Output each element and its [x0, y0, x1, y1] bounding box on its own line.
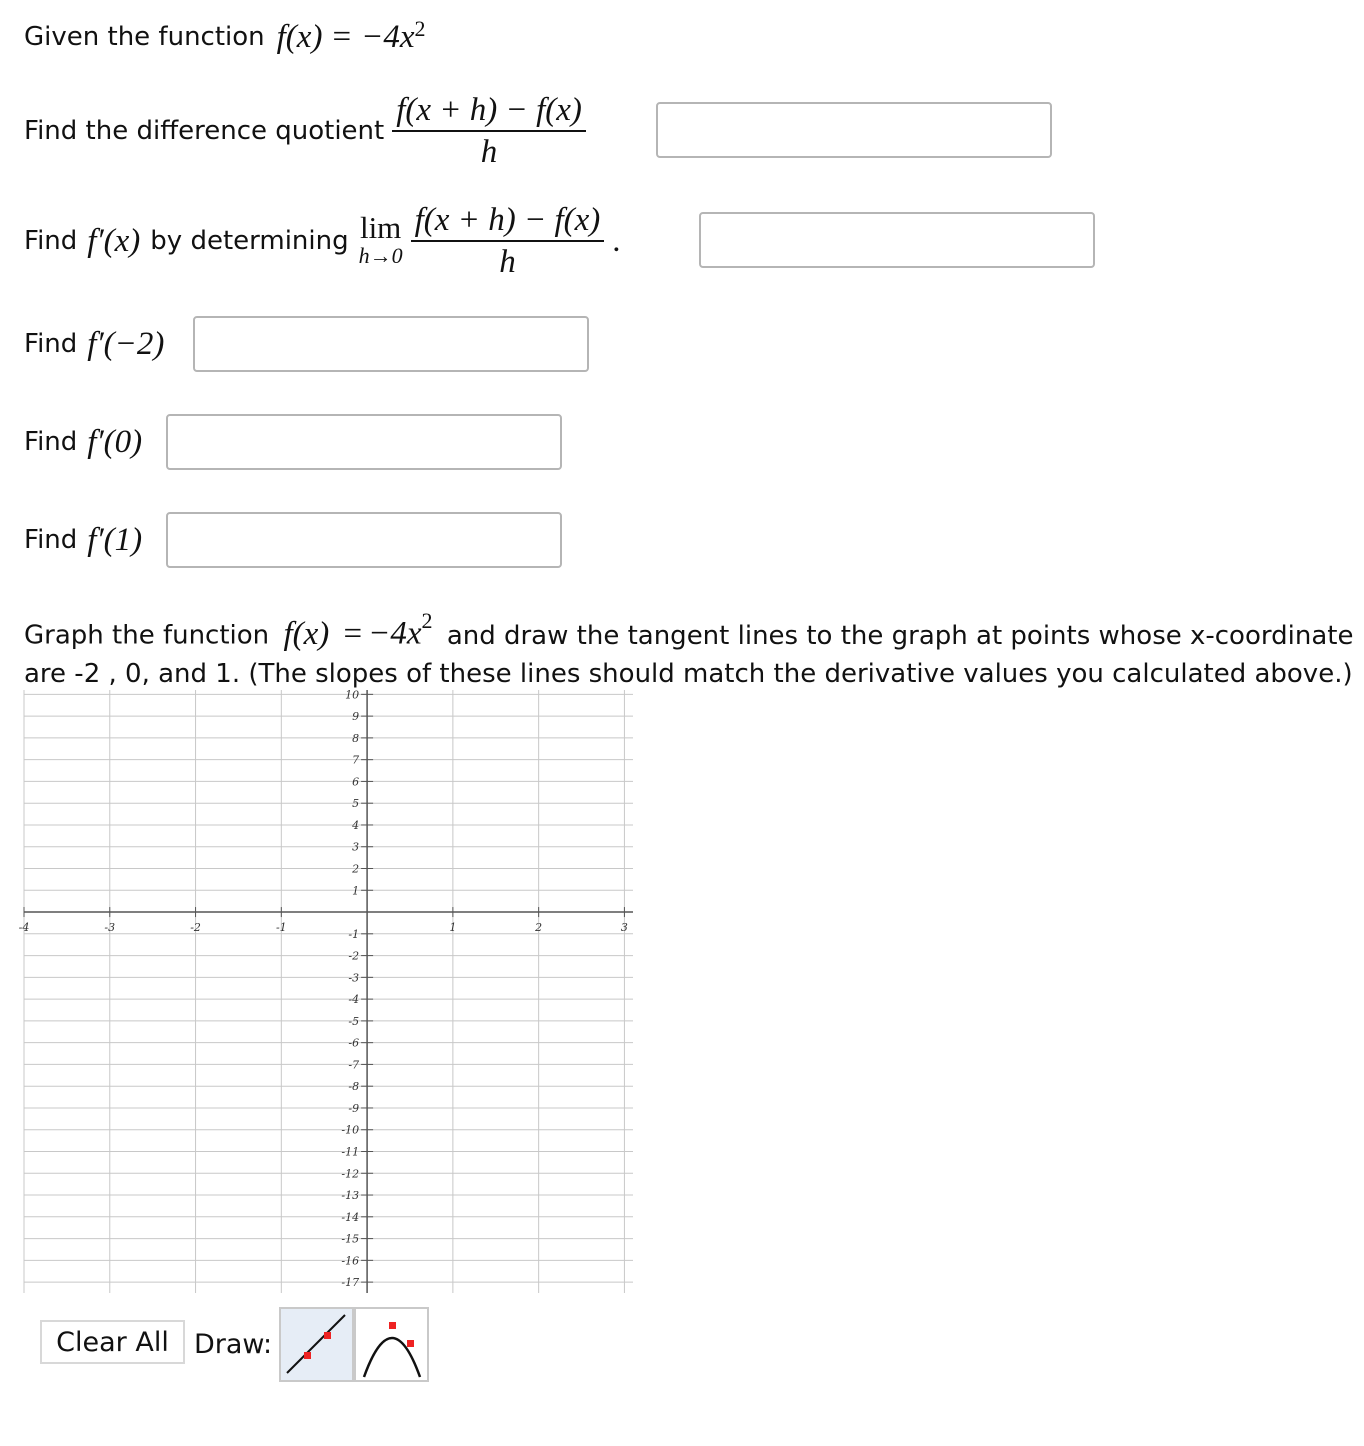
x-tick-label: -2 [190, 921, 201, 935]
y-tick-label: -16 [341, 1254, 360, 1268]
y-tick-label: -6 [348, 1036, 360, 1050]
limit-operator [358, 210, 403, 269]
x-tick-label: 1 [449, 921, 457, 935]
y-tick-label: 8 [352, 731, 360, 745]
y-tick-label: -10 [341, 1123, 360, 1137]
q4-label: Find [24, 427, 78, 457]
question-fprime-0 [24, 416, 142, 468]
y-tick-label: 6 [352, 775, 360, 789]
graph-exponent: 2 [421, 608, 433, 633]
y-tick-label: 9 [352, 710, 360, 724]
intro-prefix: Given the function [24, 22, 265, 52]
derivative-input[interactable] [699, 212, 1095, 268]
q5-expr: f′(1) [87, 521, 143, 558]
intro-rhs: −4x [361, 18, 415, 55]
fprime-neg2-input[interactable] [193, 316, 589, 372]
y-tick-label: 3 [352, 840, 360, 854]
y-tick-label: -14 [341, 1210, 360, 1224]
intro-exponent: 2 [414, 16, 426, 41]
fprime-1-input[interactable] [166, 512, 562, 568]
y-tick-label: -17 [341, 1276, 360, 1290]
q2-period: . [612, 222, 621, 259]
y-tick-label: -15 [341, 1232, 360, 1246]
x-tick-label: 2 [535, 921, 543, 935]
difference-quotient-fraction [392, 90, 586, 172]
graph-text-b: and draw the tangent lines to the graph at points whose x-coordinate [446, 620, 1354, 651]
fprime-0-input[interactable] [166, 414, 562, 470]
limit-text: lim [359, 210, 402, 245]
q1-label: Find the difference quotient [24, 116, 385, 146]
intro-line [24, 12, 425, 62]
y-tick-label: -2 [348, 949, 360, 963]
y-tick-label: -4 [348, 993, 360, 1007]
intro-eq: = [332, 18, 352, 55]
q2-label-b: by determining [150, 226, 349, 256]
limit-subscript: h→0 [358, 243, 403, 268]
question-derivative-limit [24, 198, 621, 284]
graph-instructions-line1 [24, 608, 1364, 655]
graph-eq: = [343, 615, 363, 652]
y-tick-label: -1 [348, 927, 360, 941]
y-tick-label: 5 [352, 797, 360, 811]
parabola-tool-button[interactable] [354, 1307, 429, 1382]
line-tool-icon [281, 1309, 352, 1380]
graph-fx: f(x) [283, 615, 330, 652]
graph-canvas[interactable] [0, 680, 660, 1300]
x-tick-label: -1 [275, 921, 287, 935]
x-tick-label: 3 [620, 921, 628, 935]
graph-rhs: −4x [368, 615, 422, 652]
q4-expr: f′(0) [87, 423, 143, 460]
limit-fraction-denominator: h [499, 244, 516, 280]
y-tick-label: -3 [348, 971, 360, 985]
y-tick-label: 7 [352, 753, 360, 767]
y-tick-label: 2 [352, 862, 360, 876]
y-tick-label: -9 [348, 1101, 360, 1115]
q3-expr: f′(−2) [87, 325, 165, 362]
question-difference-quotient [24, 88, 594, 174]
clear-all-button[interactable]: Clear All [40, 1320, 185, 1364]
y-tick-label: -11 [341, 1145, 360, 1159]
fraction-denominator: h [480, 134, 498, 170]
limit-fraction-numerator: f(x + h) − f(x) [411, 200, 605, 242]
graph-text-a: Graph the function [24, 620, 270, 651]
y-tick-label: -5 [348, 1014, 360, 1028]
question-fprime-1 [24, 514, 142, 566]
line-tool-button[interactable] [279, 1307, 354, 1382]
y-tick-label: -8 [348, 1080, 360, 1094]
q2-label-a: Find [24, 226, 78, 256]
y-tick-label: 4 [352, 818, 360, 832]
graph-instructions-line2: are -2 , 0, and 1. (The slopes of these lines should match the derivative values you calculated above.) [24, 658, 1353, 689]
y-tick-label: 10 [345, 688, 360, 702]
fraction-numerator: f(x + h) − f(x) [392, 90, 586, 132]
intro-fx: f(x) [276, 18, 323, 55]
y-tick-label: -13 [341, 1189, 360, 1203]
difference-quotient-input[interactable] [656, 102, 1052, 158]
q5-label: Find [24, 525, 78, 555]
question-fprime-neg2 [24, 318, 164, 370]
limit-fraction [411, 200, 605, 282]
q2-fprime: f′(x) [87, 222, 141, 259]
q3-label: Find [24, 329, 78, 359]
y-tick-label: -12 [341, 1167, 360, 1181]
y-tick-label: -7 [348, 1058, 360, 1072]
y-tick-label: 1 [352, 884, 360, 898]
parabola-tool-icon [356, 1309, 427, 1380]
x-tick-label: -4 [18, 921, 30, 935]
draw-label: Draw: [194, 1328, 273, 1360]
x-tick-label: -3 [104, 921, 116, 935]
